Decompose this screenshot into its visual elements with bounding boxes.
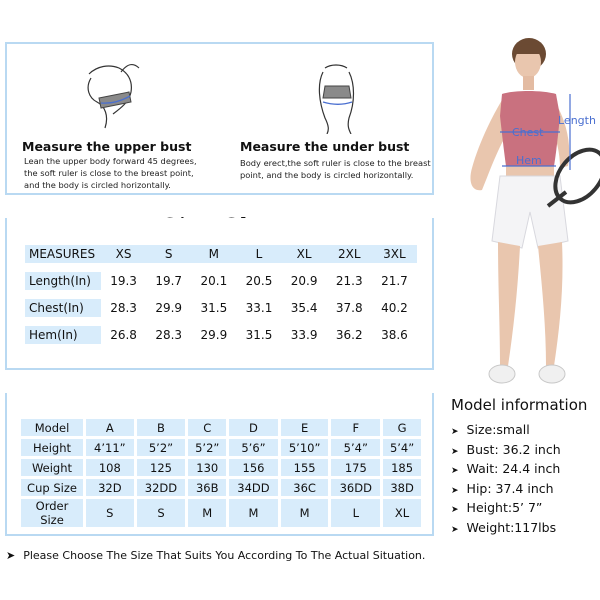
table-cell: L [236, 245, 281, 263]
table-cell: M [229, 499, 278, 527]
table-cell: XS [101, 245, 146, 263]
arrow-icon: ➤ [451, 466, 459, 477]
table-cell: D [229, 419, 278, 436]
table-cell: XL [282, 245, 327, 263]
table-cell: 2XL [327, 245, 372, 263]
table-cell: 108 [86, 459, 134, 476]
table-cell: Cup Size [21, 479, 83, 496]
list-item: ➤ Hip: 37.4 inch [451, 480, 554, 496]
arrow-icon: ➤ [451, 524, 459, 535]
table-cell: 33.1 [245, 301, 273, 315]
upper-bust-figure-icon [75, 58, 155, 133]
table-cell: 28.3 [110, 301, 137, 315]
table-cell: Model [21, 419, 83, 436]
under-bust-figure-icon [303, 62, 373, 134]
table-cell: 29.9 [200, 328, 228, 342]
table-cell: B [137, 419, 186, 436]
table-cell: M [191, 245, 236, 263]
under-bust-description: Body erect,the soft ruler is close to the breast point, and the body is circled horizontally. [240, 158, 431, 180]
arrow-icon: ➤ [451, 485, 459, 496]
table-cell: 33.9 [290, 328, 318, 342]
table-cell: 3XL [372, 245, 417, 263]
table-cell: 32DD [137, 479, 186, 496]
table-cell: Chest(In) [25, 299, 101, 317]
table-cell: Height [21, 439, 83, 456]
table-cell: 19.3 [110, 274, 137, 288]
table-cell: 31.5 [200, 301, 228, 315]
table-cell: 38D [383, 479, 421, 496]
table-cell: 32D [86, 479, 134, 496]
table-row [21, 479, 421, 496]
table-cell: G [383, 419, 421, 436]
table-cell: C [188, 419, 226, 436]
table-cell: XL [383, 499, 421, 527]
table-row [25, 299, 417, 317]
table-cell: Hem(In) [25, 326, 101, 344]
model-info-title: Model information [451, 396, 588, 414]
table-row [21, 419, 421, 436]
table-cell: M [281, 499, 329, 527]
table-cell: 20.5 [245, 274, 273, 288]
table-cell: Length(In) [25, 272, 101, 290]
table-cell: 36DD [331, 479, 380, 496]
table-cell: 5’6” [229, 439, 278, 456]
table-cell: 35.4 [290, 301, 318, 315]
table-cell: 5’2” [188, 439, 226, 456]
upper-bust-heading: Measure the upper bust [22, 139, 192, 154]
table-row [21, 439, 421, 456]
table-cell: 36B [188, 479, 226, 496]
arrow-icon: ➤ [451, 446, 459, 457]
table-cell: 4’11” [86, 439, 134, 456]
table-cell: L [331, 499, 380, 527]
list-item: ➤ Bust: 36.2 inch [451, 441, 561, 457]
report-panel [5, 393, 434, 536]
table-cell: 26.8 [110, 328, 137, 342]
hem-label: Hem [516, 154, 542, 167]
table-cell: 19.7 [155, 274, 183, 288]
table-cell: 29.9 [155, 301, 183, 315]
table-cell: 28.3 [155, 328, 183, 342]
upper-bust-description: Lean the upper body forward 45 degrees, the soft ruler is close to the breast point, and the body is circled horizontally. [24, 156, 197, 190]
table-cell: 130 [188, 459, 226, 476]
table-cell: Weight [21, 459, 83, 476]
list-item: ➤ Wait: 24.4 inch [451, 461, 561, 477]
table-cell: 37.8 [335, 301, 363, 315]
table-row [21, 459, 421, 476]
table-cell: 5’4” [331, 439, 380, 456]
size-chart-table [25, 245, 417, 344]
table-cell: 38.6 [381, 328, 408, 342]
size-chart-panel [5, 218, 434, 370]
table-row [25, 326, 417, 344]
arrow-icon: ➤ [6, 549, 16, 562]
table-cell: 125 [137, 459, 186, 476]
table-cell: M [188, 499, 226, 527]
footer-note: ➤ Please Choose The Size That Suits You According To The Actual Situation. [6, 549, 426, 562]
table-cell: 20.9 [290, 274, 318, 288]
table-cell: 156 [229, 459, 278, 476]
model-photo [442, 36, 600, 396]
table-cell: 185 [383, 459, 421, 476]
table-cell: 175 [331, 459, 380, 476]
table-cell: S [146, 245, 191, 263]
table-cell: S [86, 499, 134, 527]
arrow-icon: ➤ [451, 427, 459, 437]
table-cell: A [86, 419, 134, 436]
report-table [18, 416, 424, 530]
measure-panel [5, 42, 434, 195]
table-cell: 20.1 [200, 274, 228, 288]
table-cell: 5’4” [383, 439, 421, 456]
list-item: ➤ Size:small [451, 422, 530, 437]
length-label: Length [558, 114, 596, 127]
chest-label: Chest [512, 126, 544, 139]
table-cell: MEASURES [25, 245, 101, 263]
table-row [25, 272, 417, 290]
list-item: ➤ Height:5’ 7” [451, 500, 543, 516]
table-cell: 5’2” [137, 439, 186, 456]
arrow-icon: ➤ [451, 505, 459, 516]
list-item: ➤ Weight:117lbs [451, 519, 557, 535]
table-row [25, 245, 417, 263]
table-cell: F [331, 419, 380, 436]
table-cell: S [137, 499, 186, 527]
table-cell: 5’10” [281, 439, 329, 456]
model-information [451, 396, 587, 538]
table-cell: 36C [281, 479, 329, 496]
table-cell: Order Size [21, 499, 83, 527]
under-bust-heading: Measure the under bust [240, 139, 410, 154]
table-cell: 34DD [229, 479, 278, 496]
table-cell: 21.3 [335, 274, 363, 288]
table-cell: 36.2 [335, 328, 363, 342]
table-cell: 155 [281, 459, 329, 476]
table-cell: 31.5 [245, 328, 273, 342]
table-cell: 40.2 [381, 301, 408, 315]
table-cell: E [281, 419, 329, 436]
table-row [21, 499, 421, 527]
table-cell: 21.7 [381, 274, 408, 288]
